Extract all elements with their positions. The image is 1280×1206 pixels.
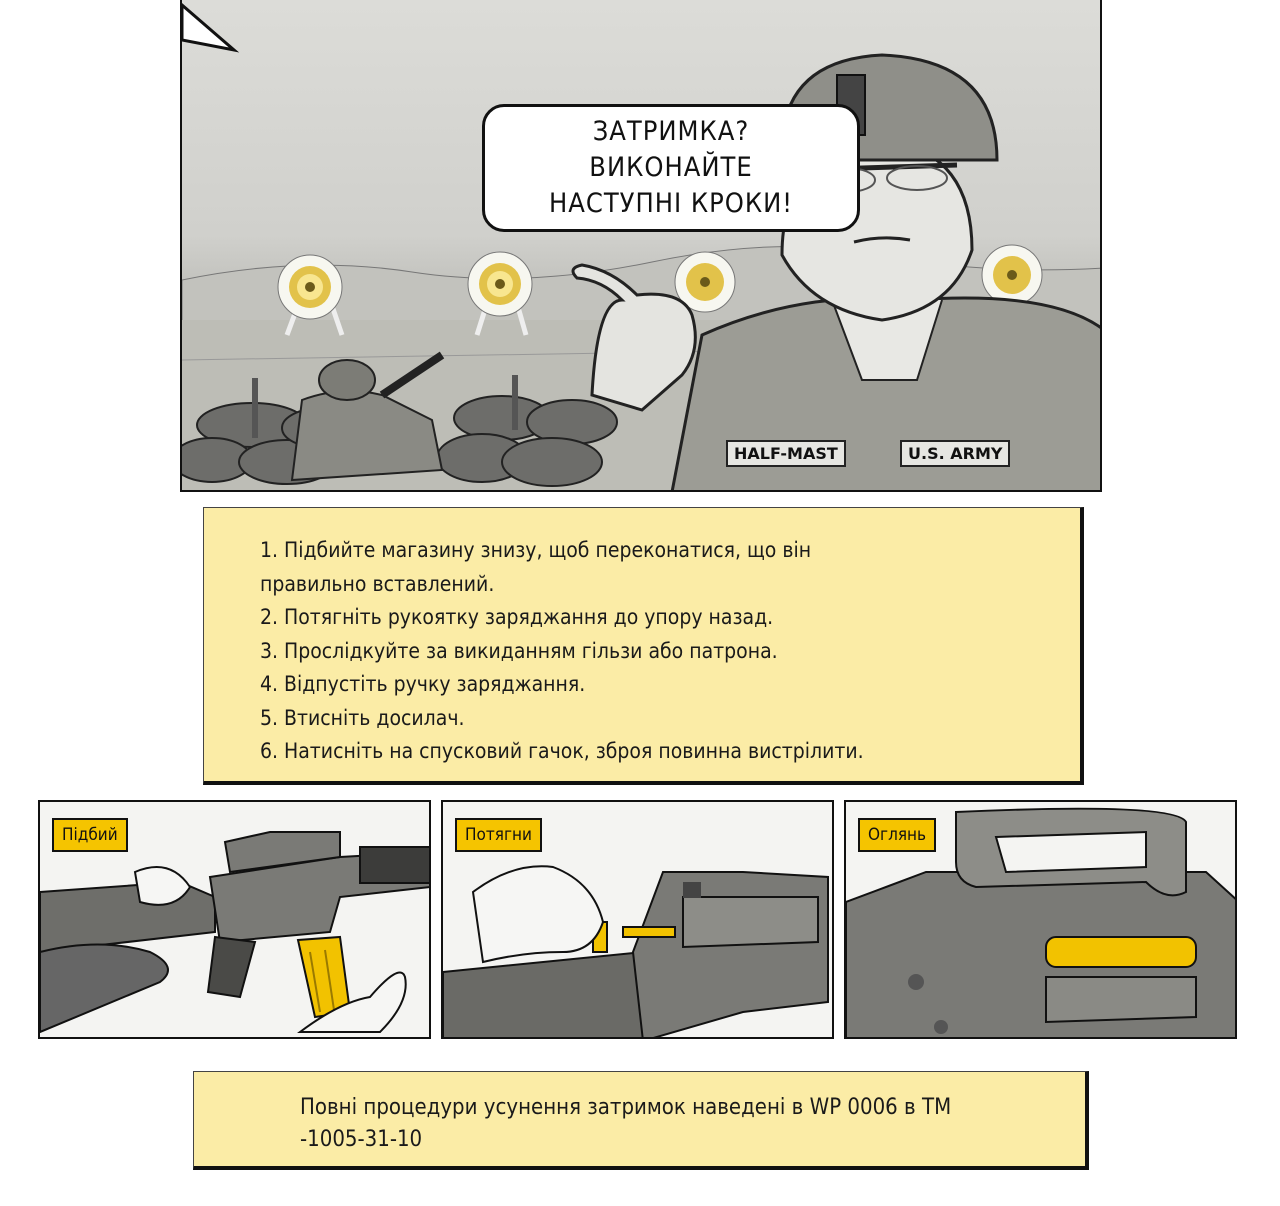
instruction-step: 5. Втисніть досилач.	[260, 705, 465, 730]
instruction-list	[260, 534, 864, 769]
panel-pull-handle	[441, 800, 834, 1039]
branch-tape: U.S. ARMY	[900, 440, 1010, 467]
panel-tap-magazine	[38, 800, 431, 1039]
instruction-step: 3. Прослідкуйте за викиданням гільзи або патрона.	[260, 638, 778, 663]
instructions-box	[203, 507, 1084, 785]
speech-line-3: НАСТУПНІ КРОКИ!	[548, 188, 794, 219]
panel-label-pull: Потягни	[455, 818, 542, 852]
range-scene-illustration	[182, 0, 1102, 492]
instruction-step: 1. Підбийте магазину знизу, щоб переконатися, що він	[260, 538, 812, 562]
sandbag-wall-right	[437, 396, 617, 486]
speech-bubble	[482, 104, 860, 232]
instruction-step: 6. Натисніть на спусковий гачок, зброя повинна вистрілити.	[260, 739, 864, 763]
speech-line-2: ВИКОНАЙТЕ	[589, 152, 753, 183]
target-4-icon	[982, 245, 1042, 305]
hero-comic-panel	[180, 0, 1102, 492]
panel-inspect-chamber	[844, 800, 1237, 1039]
panel-label-inspect: Оглянь	[858, 818, 936, 852]
name-tape: HALF-MAST	[726, 440, 846, 467]
reference-note-text: Повні процедури усунення затримок наведені в WP 0006 в TM -1005-31-10	[300, 1095, 952, 1152]
speech-line-1: ЗАТРИМКА?	[592, 116, 750, 147]
instruction-step: правильно вставлений.	[260, 571, 495, 596]
speech-bubble-tail	[182, 0, 242, 60]
panel-label-tap: Підбий	[52, 818, 128, 852]
instruction-step: 2. Потягніть рукоятку заряджання до упору назад.	[260, 605, 774, 629]
instruction-step: 4. Відпустіть ручку заряджання.	[260, 672, 586, 696]
reference-note-box	[193, 1071, 1089, 1170]
